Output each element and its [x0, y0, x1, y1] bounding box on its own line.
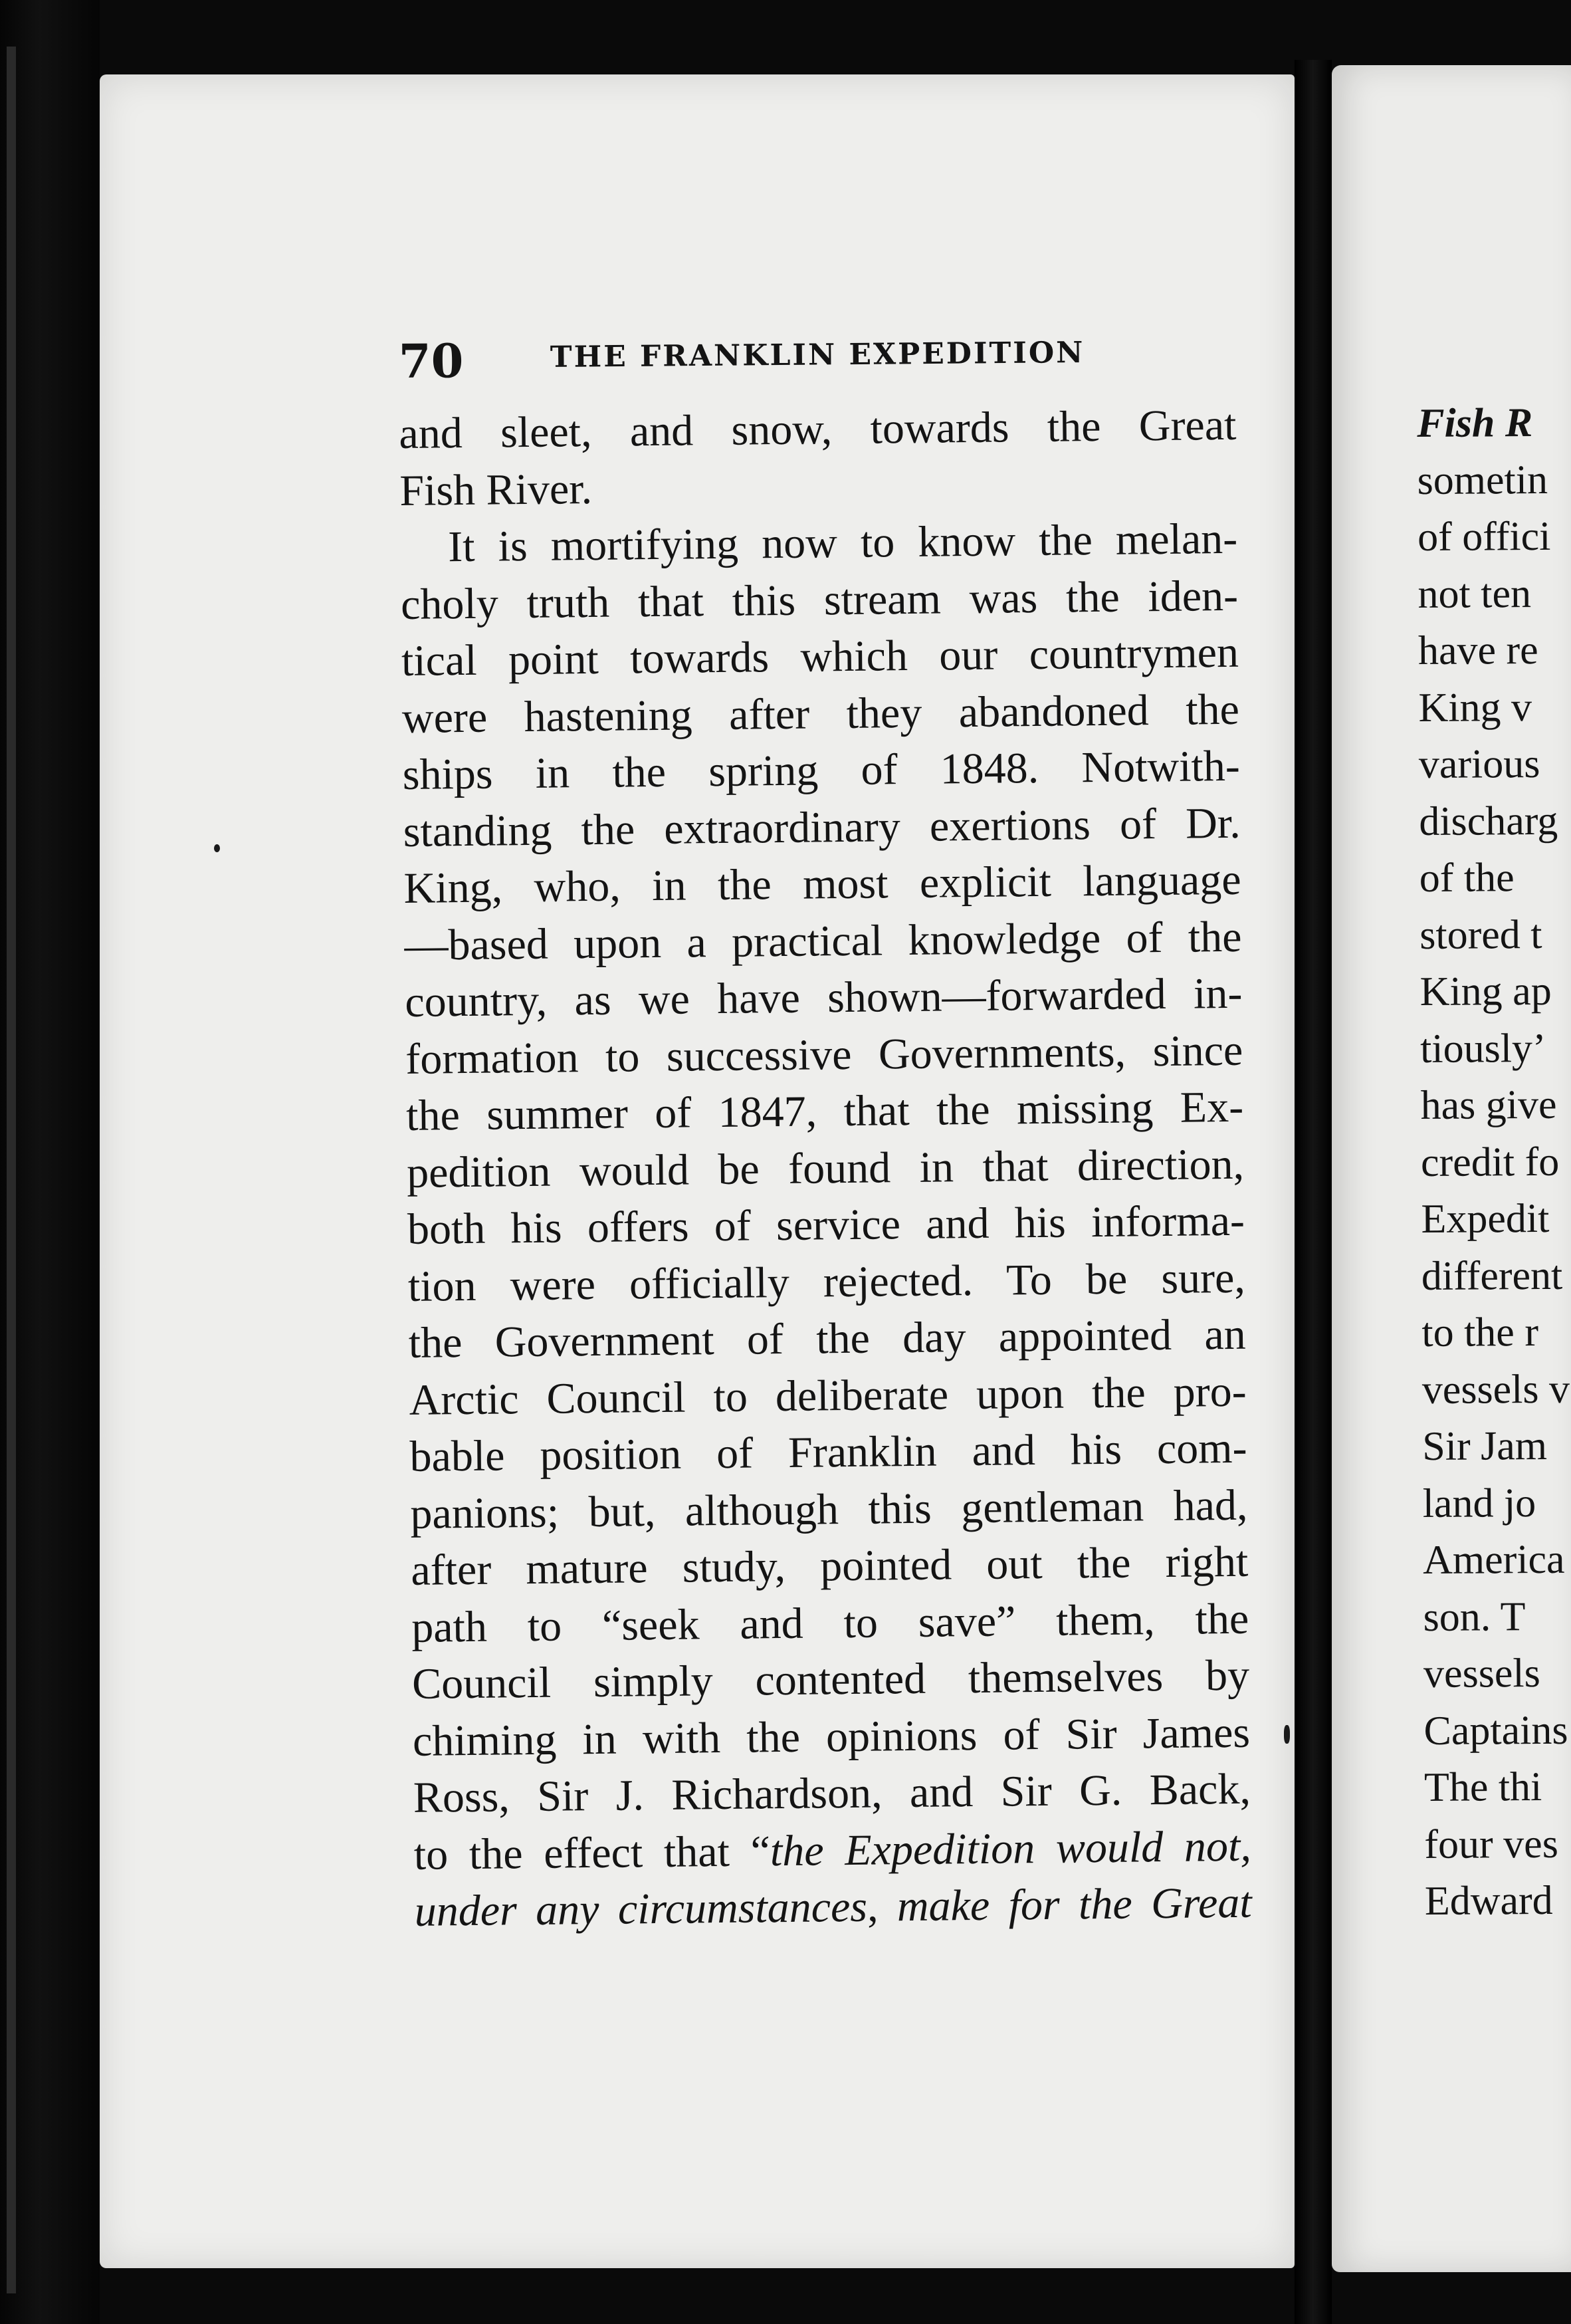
text-line: path to “seek and to save” them, the — [411, 1594, 1249, 1652]
text-segment-italic: make for the Great — [896, 1878, 1253, 1931]
facing-text-line: vessels v — [1421, 1366, 1570, 1413]
facing-text-line: Edward — [1424, 1877, 1553, 1924]
facing-text-line: King v — [1418, 684, 1532, 731]
facing-text-line: not ten — [1417, 570, 1532, 617]
text-line: the summer of 1847, that the missing Ex- — [405, 1082, 1244, 1140]
facing-text-line: Fish R — [1417, 400, 1533, 446]
text-line: after mature study, pointed out the right — [410, 1537, 1249, 1595]
facing-page-text — [1417, 394, 1571, 1930]
running-head — [399, 322, 1237, 403]
text-line-mixed — [414, 1875, 1252, 1940]
facing-text-line: have re — [1417, 628, 1538, 673]
facing-text-line: of the — [1419, 855, 1515, 901]
ink-speck — [1284, 1725, 1290, 1744]
book-edge-sliver — [7, 47, 16, 2293]
facing-text-line: vessels — [1423, 1651, 1540, 1696]
text-line: King, who, in the most explicit language — [403, 855, 1241, 913]
facing-text-line: tiously’ — [1419, 1025, 1546, 1072]
text-line: bable position of Franklin and his com- — [409, 1423, 1247, 1481]
text-line: —based upon a practical knowledge of the — [404, 912, 1242, 970]
facing-text-line: Sir Jam — [1422, 1423, 1548, 1469]
facing-text-line: different — [1421, 1252, 1563, 1299]
book-gutter — [1295, 60, 1332, 2324]
facing-text-line: has give — [1420, 1082, 1557, 1128]
facing-text-line: King ap — [1419, 968, 1552, 1014]
facing-text-line: credit fo — [1420, 1139, 1560, 1185]
facing-text-line: The thi — [1423, 1764, 1542, 1810]
facing-text-line: stored t — [1419, 911, 1542, 958]
facing-text-line: various — [1418, 741, 1540, 787]
facing-text-line: land jo — [1422, 1480, 1536, 1526]
text-line: Fish River. — [399, 464, 593, 515]
text-line: choly truth that this stream was the iden- — [400, 571, 1239, 629]
page-number: 70 — [398, 333, 464, 389]
text-line: formation to successive Governments, since — [405, 1026, 1243, 1084]
text-line: both his offers of service and his informa- — [407, 1196, 1245, 1254]
facing-text-line: to the r — [1421, 1310, 1539, 1355]
text-segment-italic: the Expedition would not, — [770, 1821, 1252, 1875]
text-line: ships in the spring of 1848. Notwith- — [402, 741, 1241, 799]
facing-text-line: Captains — [1423, 1707, 1568, 1754]
text-line: Arctic Council to deliberate upon the pro- — [409, 1367, 1247, 1425]
text-line: tical point towards which our countrymen — [401, 628, 1239, 685]
body-text — [399, 397, 1252, 1940]
text-line: Council simply contented themselves by — [411, 1651, 1250, 1708]
text-segment-italic: under any circumstances — [414, 1882, 868, 1936]
text-line: standing the extraordinary exertions of Dr. — [403, 798, 1241, 856]
text-line: panions; but, although this gentleman had, — [410, 1480, 1248, 1538]
facing-text-line: America — [1422, 1536, 1565, 1583]
facing-text-line: discharg — [1419, 798, 1558, 844]
text-line: chiming in with the opinions of Sir James — [412, 1708, 1251, 1766]
facing-text-line: four ves — [1424, 1821, 1559, 1867]
text-line: pedition would be found in that direction, — [406, 1139, 1245, 1197]
ink-speck — [214, 844, 220, 852]
facing-text-line: of offici — [1417, 513, 1551, 560]
text-line: It is mortifying now to know the melan- — [447, 514, 1238, 572]
text-line: the Government of the day appointed an — [408, 1310, 1247, 1367]
text-line: country, as we have shown—forwarded in- — [405, 969, 1243, 1026]
facing-text-line: son. T — [1423, 1593, 1526, 1640]
text-line: Ross, Sir J. Richardson, and Sir G. Back, — [413, 1764, 1251, 1822]
facing-text-line: sometin — [1417, 457, 1548, 503]
facing-text-line: Expedit — [1421, 1195, 1550, 1242]
text-line: were hastening after they abandoned the — [401, 685, 1240, 743]
running-title: THE FRANKLIN EXPEDITION — [550, 335, 1085, 375]
text-segment: to the effect that “ — [413, 1826, 771, 1879]
text-line: and sleet, and snow, towards the Great — [399, 400, 1237, 458]
text-line: tion were officially rejected. To be sure, — [407, 1253, 1246, 1311]
text-segment: , — [867, 1882, 898, 1931]
text-line-mixed — [413, 1817, 1251, 1883]
